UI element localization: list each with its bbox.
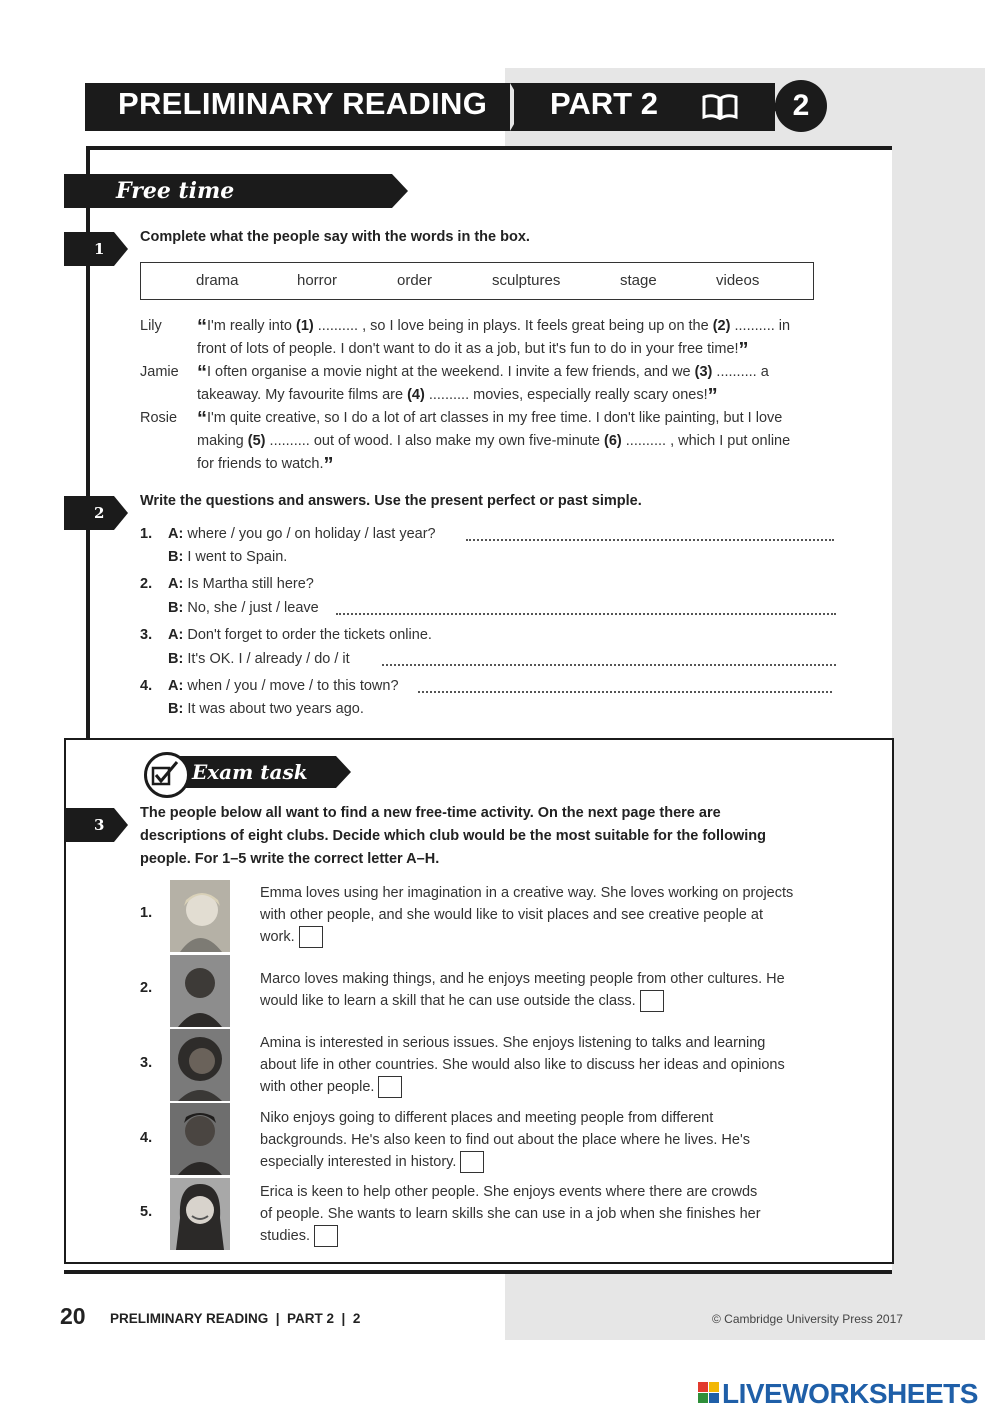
frame-bottom-rule [64,1270,892,1274]
exam-instruction-line-2: descriptions of eight clubs. Decide which club would be the most suitable for the following [140,828,766,844]
answer-box[interactable] [378,1076,402,1098]
speaker-name: Lily [140,318,162,334]
word-item: drama [196,272,239,289]
exercise-number-2: 2 [64,496,114,530]
person-number: 5. [140,1204,153,1220]
speaker-name: Rosie [140,410,178,426]
question-number: 4. [140,678,153,694]
answer-line[interactable] [418,691,832,693]
exam-instruction-line-1: The people below all want to find a new free-time activity. On the next page there are [140,805,721,821]
header-divider-inner [514,83,528,131]
answer-line[interactable] [382,664,836,666]
book-icon [702,94,738,120]
answer-line[interactable] [466,539,834,541]
question-a: A: where / you go / on holiday / last year? [168,526,436,542]
lily-line-1: “I'm really into (1) .......... , so I love being in plays. It feels great being up on the (2) .......... in [197,316,791,338]
word-item: order [397,272,433,289]
answer-box[interactable] [460,1151,484,1173]
answer-b: B: I went to Spain. [168,549,288,565]
section-title: Free time [64,174,392,208]
liveworksheets-logo-icon [698,1382,720,1404]
question-number: 3. [140,627,153,643]
question-a: A: when / you / move / to this town? [168,678,399,694]
exercise-number-1: 1 [64,232,114,266]
person-photo [170,880,230,952]
question-a: A: Is Martha still here? [168,576,314,592]
word-box [140,262,814,300]
footer-title: PRELIMINARY READING | PART 2 | 2 [110,1311,361,1326]
person-number: 3. [140,1055,153,1071]
person-photo [170,1029,230,1101]
exercise-2-instruction: Write the questions and answers. Use the present perfect or past simple. [140,493,642,509]
person-photo [170,955,230,1027]
person-photo [170,1178,230,1250]
person-description: Emma loves using her imagination in a creative way. She loves working on projects with other people, and she would like to visit places and see creative people at work. [260,882,820,948]
answer-b: B: No, she / just / leave [168,600,319,616]
question-a: A: Don't forget to order the tickets online. [168,627,432,643]
question-number: 2. [140,576,153,592]
rosie-line-3: for friends to watch.” [197,454,334,476]
person-description: Amina is interested in serious issues. She enjoys listening to talks and learning about life in other countries. She would also like to discuss her ideas and opinions with other people. [260,1032,820,1098]
jamie-line-1: “I often organise a movie night at the weekend. I invite a few friends, and we (3) .......... a [197,362,769,384]
answer-line[interactable] [336,613,836,615]
question-number: 1. [140,526,153,542]
person-number: 4. [140,1130,153,1146]
rosie-line-2: making (5) .......... out of wood. I also make my own five-minute (6) .......... , which I put online [197,433,791,449]
unit-number-badge: 2 [775,80,827,132]
rosie-line-1: “I'm quite creative, so I do a lot of art classes in my free time. I don't like painting, but I love [197,408,783,430]
frame-top-rule [86,146,892,150]
person-photo [170,1103,230,1175]
exercise-number-3: 3 [64,808,114,842]
word-item: videos [716,272,760,289]
person-number: 2. [140,980,153,996]
exam-badge [144,752,190,798]
answer-b: B: It's OK. I / already / do / it [168,651,350,667]
copyright: © Cambridge University Press 2017 [712,1312,903,1326]
header-title: PRELIMINARY READING [118,86,488,121]
jamie-line-2: takeaway. My favourite films are (4) .......... movies, especially really scary ones!” [197,385,718,407]
word-item: stage [620,272,657,289]
exam-task-title: Exam task [180,756,336,788]
word-item: sculptures [492,272,561,289]
person-description: Erica is keen to help other people. She enjoys events where there are crowds of people. She wants to learn skills she can use in a job when she finishes her studies. [260,1181,820,1247]
exam-instruction-line-3: people. For 1–5 write the correct letter A–H. [140,851,440,867]
exercise-1-instruction: Complete what the people say with the words in the box. [140,229,530,245]
liveworksheets-logo: LIVEWORKSHEETS [722,1378,978,1409]
answer-box[interactable] [314,1225,338,1247]
header-part: PART 2 [550,86,658,121]
answer-box[interactable] [299,926,323,948]
person-description: Marco loves making things, and he enjoys meeting people from other cultures. He would like to learn a skill that he can use outside the class. [260,968,820,1012]
answer-box[interactable] [640,990,664,1012]
word-item: horror [297,272,338,289]
speaker-name: Jamie [140,364,179,380]
answer-b: B: It was about two years ago. [168,701,364,717]
person-description: Niko enjoys going to different places and meeting people from different backgrounds. He's also keen to find out about the place where he lives. He's especially interested in history. [260,1107,820,1173]
checkbox-tick-icon [151,760,181,786]
lily-line-2: front of lots of people. I don't want to do it as a job, but it's fun to do in your free time!” [197,339,749,361]
person-number: 1. [140,905,153,921]
page-number: 20 [60,1303,86,1329]
